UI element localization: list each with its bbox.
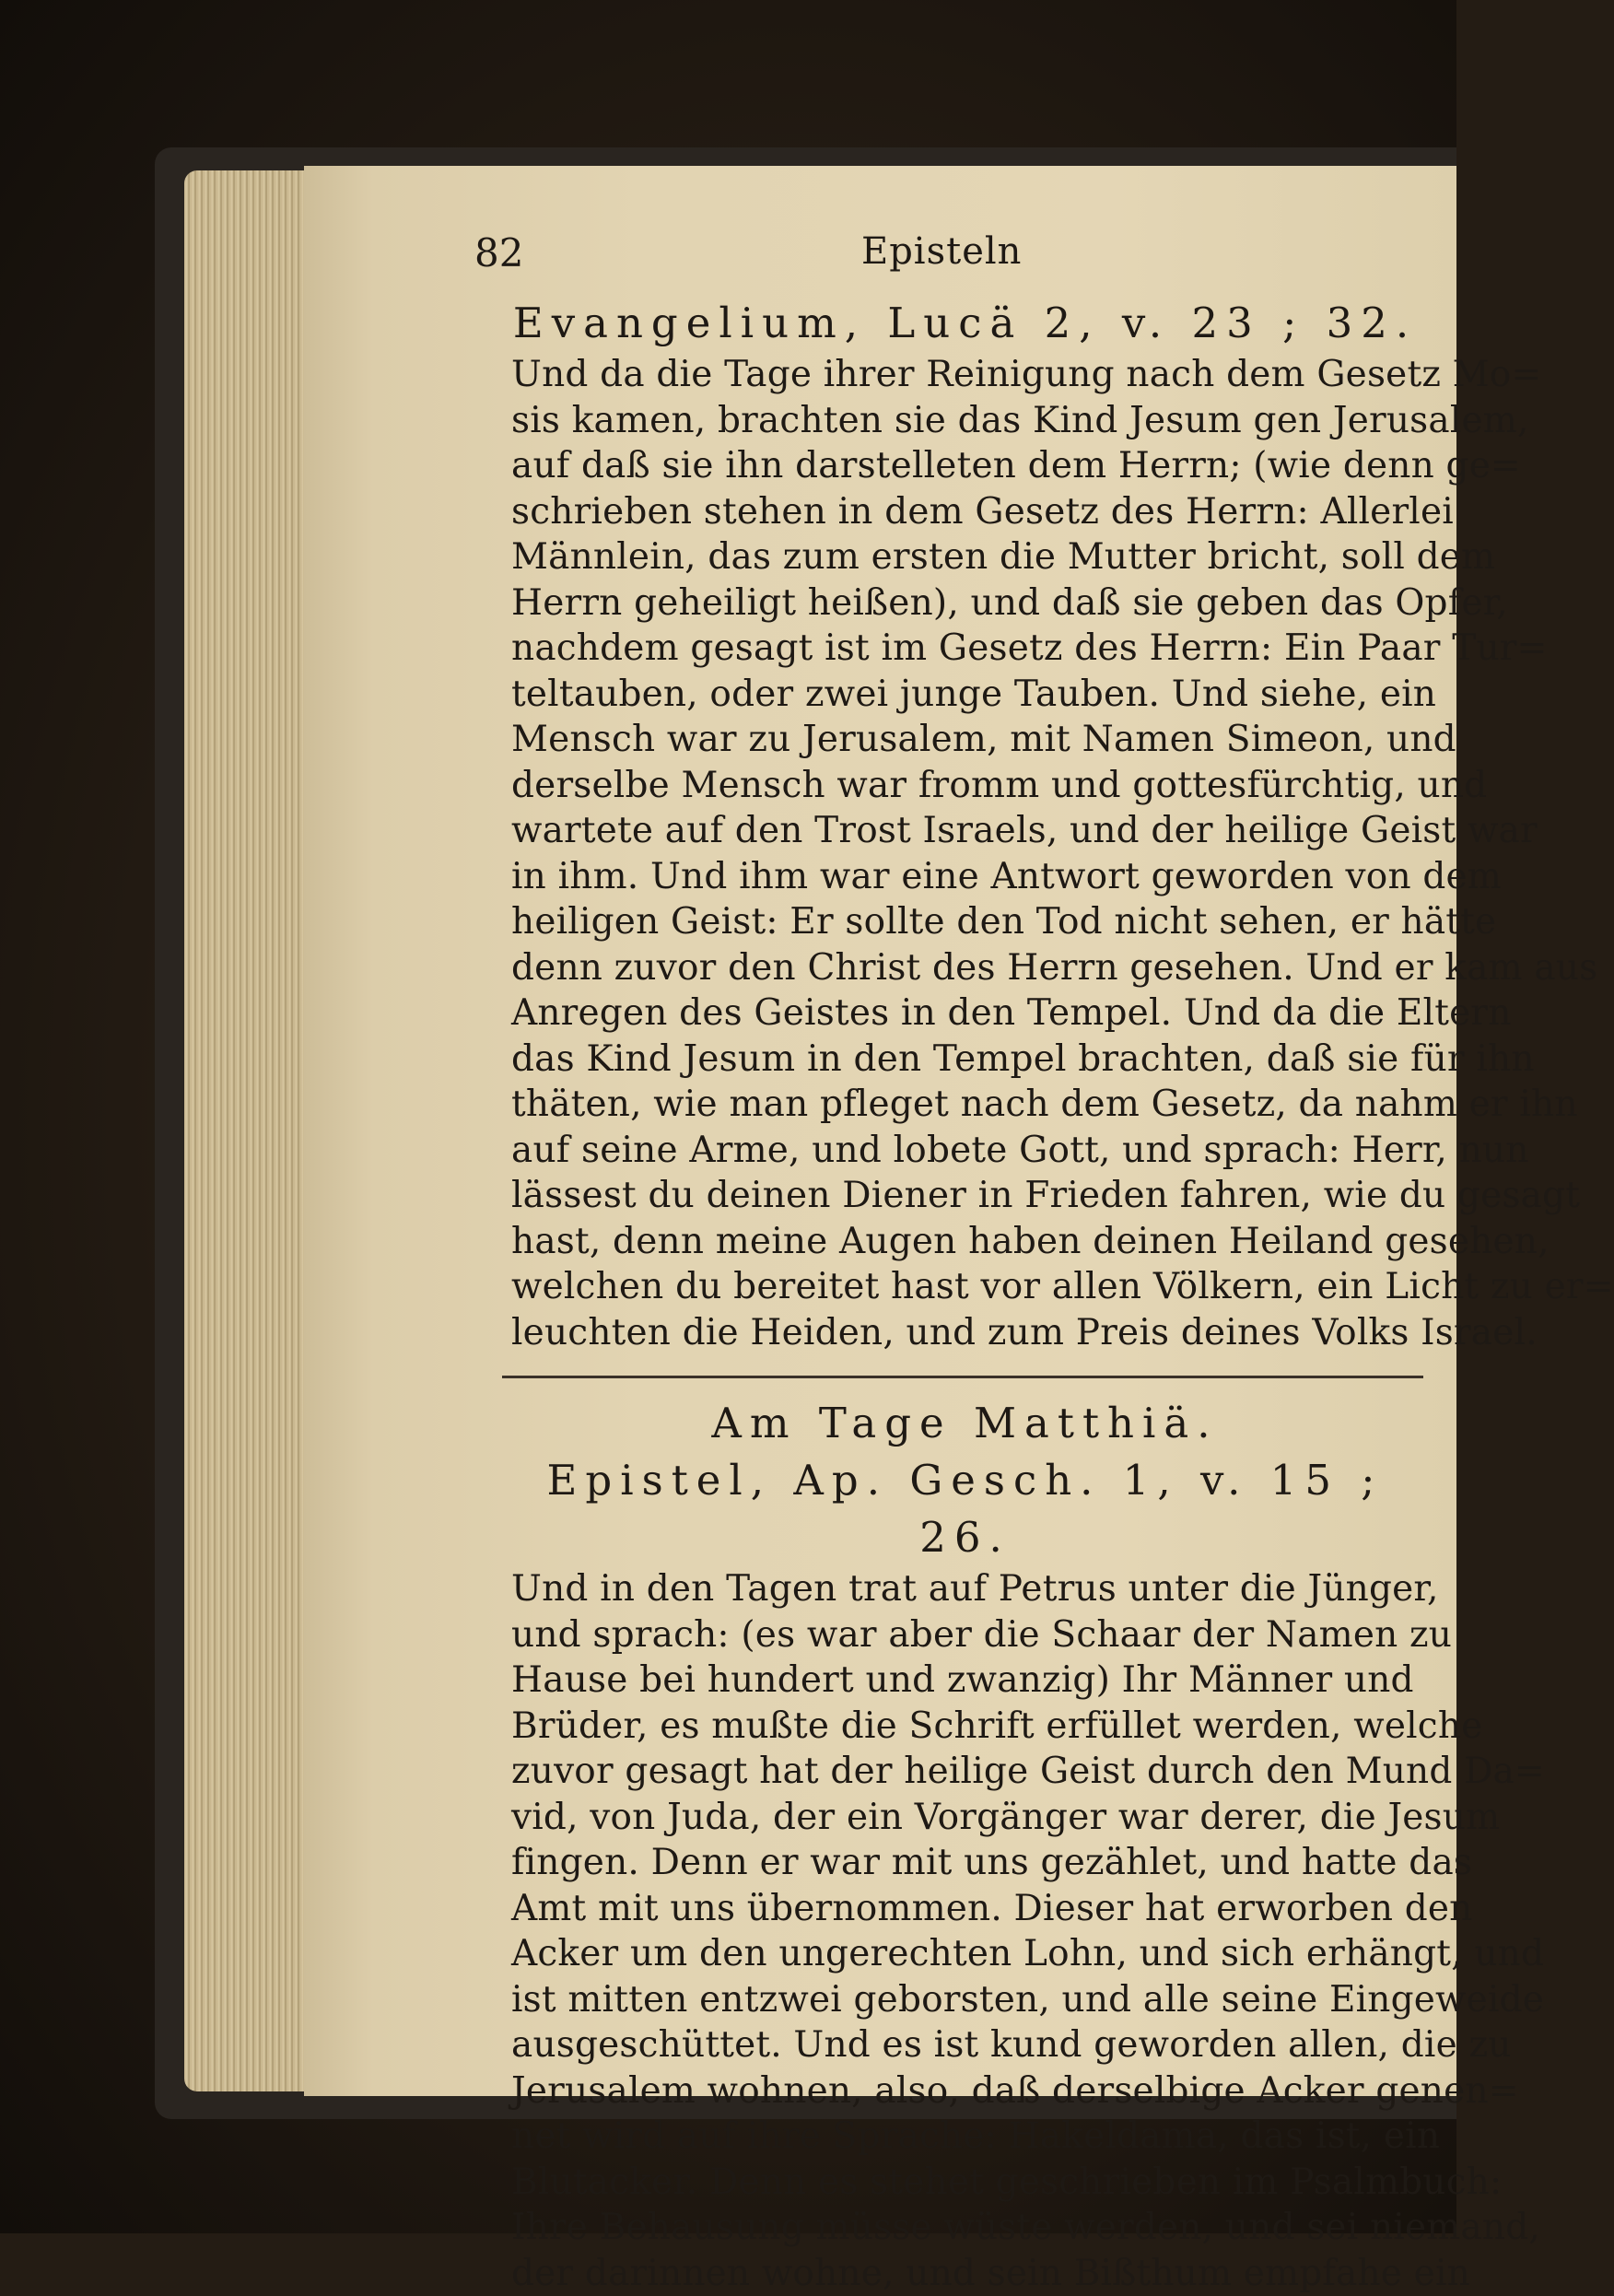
section-epistle [511, 1395, 1419, 2296]
page-text [511, 230, 1419, 2296]
text-line: das Kind Jesum in den Tempel brachten, daß sie für ihn [511, 1037, 1419, 1083]
text-line: thäten, wie man pfleget nach dem Gesetz, da nahm er ihn [511, 1082, 1419, 1128]
section-heading: Evangelium, Lucä 2, v. 23 ; 32. [511, 295, 1419, 352]
text-line: Männlein, das zum ersten die Mutter bricht, soll dem [511, 534, 1419, 580]
text-line: Jerusalem wohnen, also, daß derselbige Acker genen= [511, 2068, 1419, 2114]
section-title: Am Tage Matthiä. [511, 1395, 1419, 1452]
text-line: ausgeschüttet. Und es ist kund geworden allen, die zu [511, 2022, 1419, 2068]
text-line: Mensch war zu Jerusalem, mit Namen Simeon, und [511, 717, 1419, 763]
text-line: Brüder, es mußte die Schrift erfüllet werden, welche [511, 1704, 1419, 1750]
text-line: sis kamen, brachten sie das Kind Jesum gen Jerusalem, [511, 398, 1419, 444]
text-line: auf seine Arme, und lobete Gott, und sprach: Herr, nun [511, 1128, 1419, 1174]
text-line: und sprach: (es war aber die Schaar der Namen zu [511, 1612, 1419, 1658]
page-header [511, 230, 1419, 295]
section-gospel [511, 295, 1419, 1355]
text-line: hast, denn meine Augen haben deinen Heiland gesehen, [511, 1219, 1419, 1265]
text-line: denn zuvor den Christ des Herrn gesehen. Und er kam aus [511, 945, 1419, 991]
text-line: net wird auf ihre Sprache: Hakeldama, das ist, ein [511, 2114, 1419, 2160]
text-line: Und da die Tage ihrer Reinigung nach dem Gesetz Mo= [511, 352, 1419, 398]
text-line: Amt mit uns übernommen. Dieser hat erworben den [511, 1886, 1419, 1932]
text-line: zuvor gesagt hat der heilige Geist durch den Mund Da= [511, 1749, 1419, 1795]
text-line: Blutacker. Denn es stehet geschrieben im Psalmbuch: [511, 2160, 1419, 2206]
text-line: Herrn geheiligt heißen), und daß sie geben das Opfer, [511, 580, 1419, 627]
text-line: nachdem gesagt ist im Gesetz des Herrn: Ein Paar Tur= [511, 626, 1419, 672]
text-line: teltauben, oder zwei junge Tauben. Und siehe, ein [511, 672, 1419, 718]
text-line: fingen. Denn er war mit uns gezählet, und hatte das [511, 1840, 1419, 1886]
text-line: vid, von Juda, der ein Vorgänger war derer, die Jesum [511, 1795, 1419, 1841]
text-line: in ihm. Und ihm war eine Antwort geworden von dem [511, 854, 1419, 900]
text-line: Ihre Behausung müsse wüste werden, und sei niemand, [511, 2205, 1419, 2251]
text-line: heiligen Geist: Er sollte den Tod nicht sehen, er hätte [511, 899, 1419, 945]
text-line: ist mitten entzwei geborsten, und alle seine Eingeweide [511, 1977, 1419, 2023]
text-line: welchen du bereitet hast vor allen Völkern, ein Licht zu er= [511, 1264, 1419, 1310]
text-line: der darinnen wohne, und sein Bißthum empfahe ein [511, 2251, 1419, 2296]
text-line: Und in den Tagen trat auf Petrus unter die Jünger, [511, 1566, 1419, 1612]
running-head: Episteln [861, 230, 1022, 273]
text-line: leuchten die Heiden, und zum Preis deines Volks Israel. [511, 1310, 1419, 1356]
section-heading: Epistel, Ap. Gesch. 1, v. 15 ; 26. [511, 1452, 1419, 1566]
section-divider [502, 1376, 1423, 1378]
text-line: lässest du deinen Diener in Frieden fahren, wie du gesagt [511, 1173, 1419, 1219]
text-line: schrieben stehen in dem Gesetz des Herrn: Allerlei [511, 489, 1419, 535]
section-body [511, 1566, 1419, 2296]
text-line: Hause bei hundert und zwanzig) Ihr Männer und [511, 1658, 1419, 1704]
text-line: wartete auf den Trost Israels, und der heilige Geist war [511, 808, 1419, 854]
text-line: Anregen des Geistes in den Tempel. Und da die Eltern [511, 990, 1419, 1037]
text-line: derselbe Mensch war fromm und gottesfürchtig, und [511, 763, 1419, 809]
text-line: auf daß sie ihn darstelleten dem Herrn; (wie denn ge= [511, 443, 1419, 489]
section-body [511, 352, 1419, 1355]
page-number: 82 [474, 230, 523, 275]
text-line: Acker um den ungerechten Lohn, und sich erhängt, und [511, 1931, 1419, 1977]
